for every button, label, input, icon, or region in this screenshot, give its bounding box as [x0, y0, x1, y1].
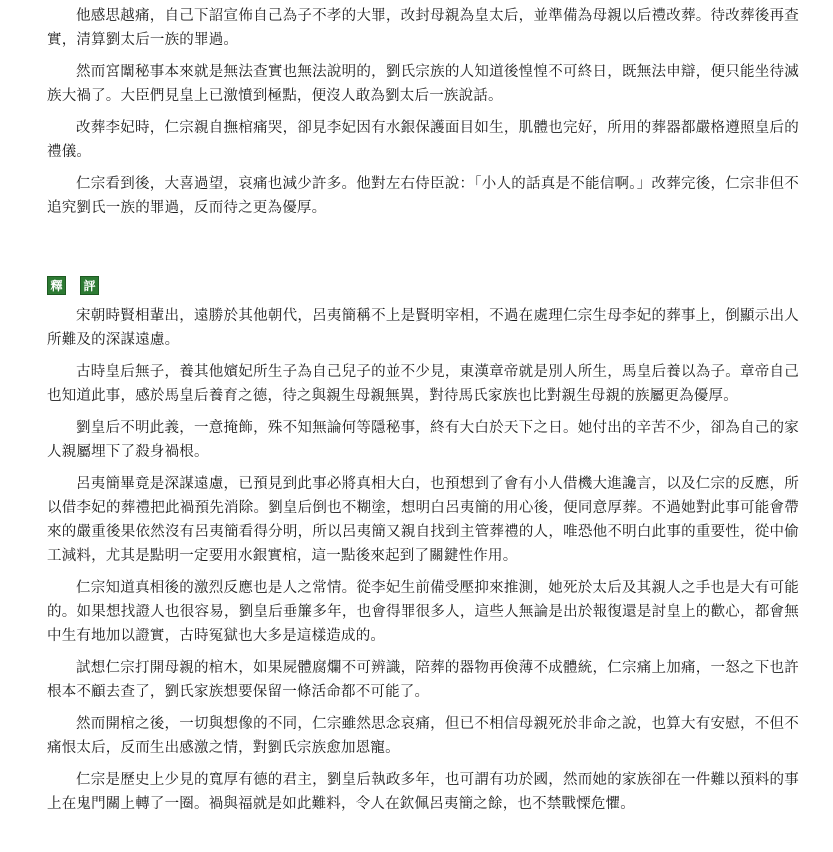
narrative-paragraph: 仁宗看到後，大喜過望，哀痛也減少許多。他對左右侍臣說：「小人的話真是不能信啊。」改葬完後，仁宗非但不追究劉氏一族的罪過，反而待之更為優厚。: [47, 176, 799, 216]
commentary-paragraph: 劉皇后不明此義，一意掩飾，殊不知無論何等隱秘事，終有大白於天下之日。她付出的辛苦不少，卻為自己的家人親屬埋下了殺身禍根。: [47, 420, 799, 460]
commentary-paragraph: 宋朝時賢相輩出，遠勝於其他朝代，呂夷簡稱不上是賢明宰相，不過在處理仁宗生母李妃的葬事上，倒顯示出人所難及的深謀遠慮。: [47, 308, 799, 348]
commentary-header: [47, 276, 99, 294]
narrative-section: [47, 4, 799, 228]
commentary-paragraph: 仁宗知道真相後的激烈反應也是人之常情。從李妃生前備受壓抑來推測，她死於太后及其親人之手也是大有可能的。如果想找證人也很容易，劉皇后垂簾多年，也會得罪很多人，這些人無論是出於報復還是討皇上的歡心，都會無中生有地加以證實，古時冤獄也大多是這樣造成的。: [47, 580, 799, 644]
narrative-paragraph: 然而宮闈秘事本來就是無法查實也無法說明的，劉氏宗族的人知道後惶惶不可終日，既無法申辯，便只能坐待滅族大禍了。大臣們見皇上已激憤到極點，便沒人敢為劉太后一族說話。: [47, 64, 799, 104]
commentary-paragraph: 試想仁宗打開母親的棺木，如果屍體腐爛不可辨識，陪葬的器物再倹薄不成體統，仁宗痛上加痛，一怒之下也許根本不顧去查了，劉氏家族想要保留一條活命都不可能了。: [47, 660, 799, 700]
commentary-paragraph: 仁宗是歷史上少見的寬厚有德的君主，劉皇后執政多年，也可謂有功於國，然而她的家族卻在一件難以預料的事上在鬼門關上轉了一圈。禍與福就是如此難料，令人在欽佩呂夷簡之餘，也不禁戰慄危懼。: [47, 772, 799, 812]
commentary-paragraph: 呂夷簡畢竟是深謀遠慮，已預見到此事必將真相大白，也預想到了會有小人借機大進讒言，以及仁宗的反應，所以借李妃的葬禮把此禍預先消除。劉皇后倒也不糊塗，想明白呂夷簡的用心後，便同意厚葬。不過她對此事可能會帶來的嚴重後果依然沒有呂夷簡看得分明，所以呂夷簡又親自找到主管葬禮的人，唯恐他不明白此事的重要性，從中偷工減料，尤其是點明一定要用水銀實棺，這一點後來起到了關鍵性作用。: [47, 476, 799, 564]
commentary-badge-2: 評: [80, 276, 99, 295]
commentary-section: [47, 304, 799, 824]
narrative-paragraph: 他感思越痛，自己下詔宣佈自己為子不孝的大罪，改封母親為皇太后，並準備為母親以后禮改葬。待改葬後再查實，清算劉太后一族的罪過。: [47, 8, 799, 48]
narrative-paragraph: 改葬李妃時，仁宗親自撫棺痛哭，卻見李妃因有水銀保護面目如生，肌體也完好，所用的葬器都嚴格遵照皇后的禮儀。: [47, 120, 799, 160]
commentary-paragraph: 然而開棺之後，一切與想像的不同，仁宗雖然思念哀痛，但已不相信母親死於非命之說，也算大有安慰，不但不痛恨太后，反而生出感激之情，對劉氏宗族愈加恩寵。: [47, 716, 799, 756]
commentary-paragraph: 古時皇后無子，養其他嬪妃所生子為自己兒子的並不少見，東漢章帝就是別人所生，馬皇后養以為子。章帝自己也知道此事，感於馬皇后養育之德，待之與親生母親無異，對待馬氏家族也比對親生母親的族屬更為優厚。: [47, 364, 799, 404]
commentary-badge-1: 釋: [47, 276, 66, 295]
